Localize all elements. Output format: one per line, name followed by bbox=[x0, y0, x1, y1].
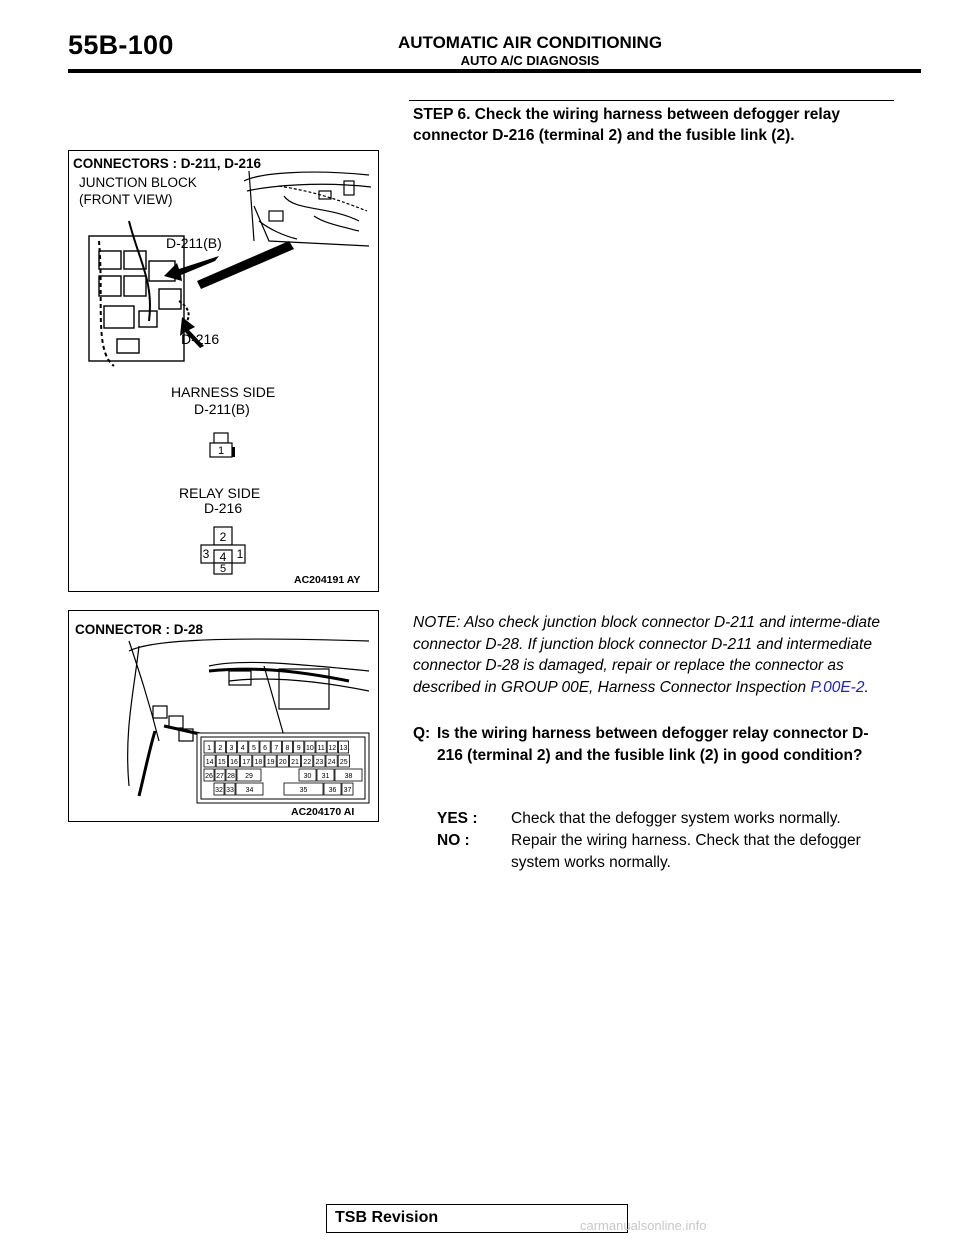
tsb-revision-label: TSB Revision bbox=[335, 1209, 439, 1226]
connector-pin-number: 28 bbox=[227, 773, 235, 780]
connector-pin-number: 17 bbox=[242, 759, 251, 766]
answer-yes bbox=[437, 808, 897, 830]
connector-pin-number: 18 bbox=[254, 759, 263, 766]
connector-pin-number: 9 bbox=[296, 745, 301, 752]
no-text: Repair the wiring harness. Check that the defogger system works normally. bbox=[511, 832, 861, 871]
connector-figure-d28 bbox=[68, 610, 379, 822]
yes-label: YES : bbox=[437, 810, 478, 827]
connector-pin-number: 1 bbox=[207, 745, 212, 752]
connector-pin-number: 31 bbox=[321, 773, 330, 780]
header-rule bbox=[68, 69, 921, 73]
connector-pin-number: 5 bbox=[251, 745, 256, 752]
connector-illustration bbox=[69, 151, 378, 591]
relay-side-label: RELAY SIDE bbox=[179, 485, 261, 501]
figure2-title: CONNECTOR : D-28 bbox=[75, 622, 204, 637]
answer-no bbox=[437, 830, 897, 874]
relay-pin-5: 5 bbox=[219, 563, 227, 575]
connector-pin-number: 11 bbox=[317, 745, 325, 752]
question-text: Is the wiring harness between defogger relay connector D-216 (terminal 2) and the fusible link (2) in good condition? bbox=[437, 725, 869, 764]
page-number: 55B-100 bbox=[68, 30, 174, 60]
connector-pin-number: 23 bbox=[315, 759, 324, 766]
connector-pin-number: 27 bbox=[216, 773, 224, 780]
relay-pin-1: 1 bbox=[236, 547, 244, 561]
section-subtitle: AUTO A/C DIAGNOSIS bbox=[460, 53, 600, 68]
step-rule bbox=[409, 100, 894, 101]
question-label: Q: bbox=[413, 725, 431, 742]
connector-pin-number: 29 bbox=[245, 773, 253, 780]
relay-pin-4: 4 bbox=[219, 550, 227, 564]
connector-pin-number: 12 bbox=[328, 745, 337, 752]
front-view-label: (FRONT VIEW) bbox=[79, 192, 173, 207]
callout-d211: D-211(B) bbox=[166, 235, 222, 251]
connector-pin-number: 35 bbox=[299, 787, 308, 794]
connector-pin-number: 19 bbox=[266, 759, 275, 766]
watermark: carmanualsonline.info bbox=[580, 1218, 707, 1233]
reference-link[interactable]: P.00E-2 bbox=[810, 678, 865, 696]
connector-pin-number: 34 bbox=[245, 787, 254, 794]
connector-pin-number: 21 bbox=[291, 759, 299, 766]
connector-pin-number: 16 bbox=[230, 759, 238, 766]
connector-pin-number: 15 bbox=[217, 759, 226, 766]
connector-pin-number: 33 bbox=[226, 787, 234, 794]
connector-pin-number: 38 bbox=[344, 773, 353, 780]
connector-figure-d211-d216 bbox=[68, 150, 379, 592]
figure1-title: CONNECTORS : D-211, D-216 bbox=[73, 156, 262, 171]
connector-pin-number: 25 bbox=[339, 759, 348, 766]
relay-pin-3: 3 bbox=[202, 547, 210, 561]
note-body: NOTE: Also check junction block connector D-211 and interme-diate connector D-28. If junction block connector D-211 and intermediate connector D-28 is damaged, repair or replace the connector as described in GROUP 00E, Harness Connector Inspection bbox=[413, 614, 880, 696]
connector-pin-number: 6 bbox=[263, 745, 268, 752]
connector-pin-number: 14 bbox=[205, 759, 214, 766]
figure2-code: AC204170 AI bbox=[291, 806, 355, 818]
no-label: NO : bbox=[437, 832, 470, 849]
connector-pin-number: 37 bbox=[343, 787, 352, 794]
connector-pin-number: 24 bbox=[327, 759, 336, 766]
connector-pin-number: 2 bbox=[218, 745, 223, 752]
connector-pin-number: 30 bbox=[303, 773, 312, 780]
connector-pin-number: 22 bbox=[303, 759, 312, 766]
connector-pin-number: 13 bbox=[339, 745, 348, 752]
connector-pin-number: 3 bbox=[229, 745, 234, 752]
connector-pin-number: 32 bbox=[215, 787, 223, 794]
relay-pin-2: 2 bbox=[219, 530, 227, 544]
connector-pin-number: 10 bbox=[306, 745, 314, 752]
note-text bbox=[413, 612, 895, 698]
note-end: . bbox=[864, 678, 869, 696]
callout-d216: D-216 bbox=[181, 331, 220, 347]
harness-connector-label: D-211(B) bbox=[194, 401, 250, 417]
connector-pin-number: 4 bbox=[240, 745, 245, 752]
connector-pin-number: 8 bbox=[285, 745, 290, 752]
connector-pin-number: 7 bbox=[274, 745, 279, 752]
connector-d28-illustration bbox=[69, 611, 378, 821]
connector-pin-number: 26 bbox=[205, 773, 213, 780]
harness-side-label: HARNESS SIDE bbox=[171, 384, 276, 400]
step-heading: STEP 6. Check the wiring harness between defogger relay connector D-216 (terminal 2) and the fusible link (2). bbox=[413, 106, 840, 144]
relay-connector-label: D-216 bbox=[204, 500, 243, 516]
connector-pin-number: 20 bbox=[278, 759, 287, 766]
section-title: AUTOMATIC AIR CONDITIONING bbox=[397, 33, 663, 52]
junction-block-label: JUNCTION BLOCK bbox=[79, 175, 197, 190]
figure1-code: AC204191 AY bbox=[294, 574, 361, 586]
yes-text: Check that the defogger system works normally. bbox=[511, 810, 841, 827]
connector-pin-number: 36 bbox=[328, 787, 337, 794]
harness-pin-1: 1 bbox=[217, 445, 225, 457]
